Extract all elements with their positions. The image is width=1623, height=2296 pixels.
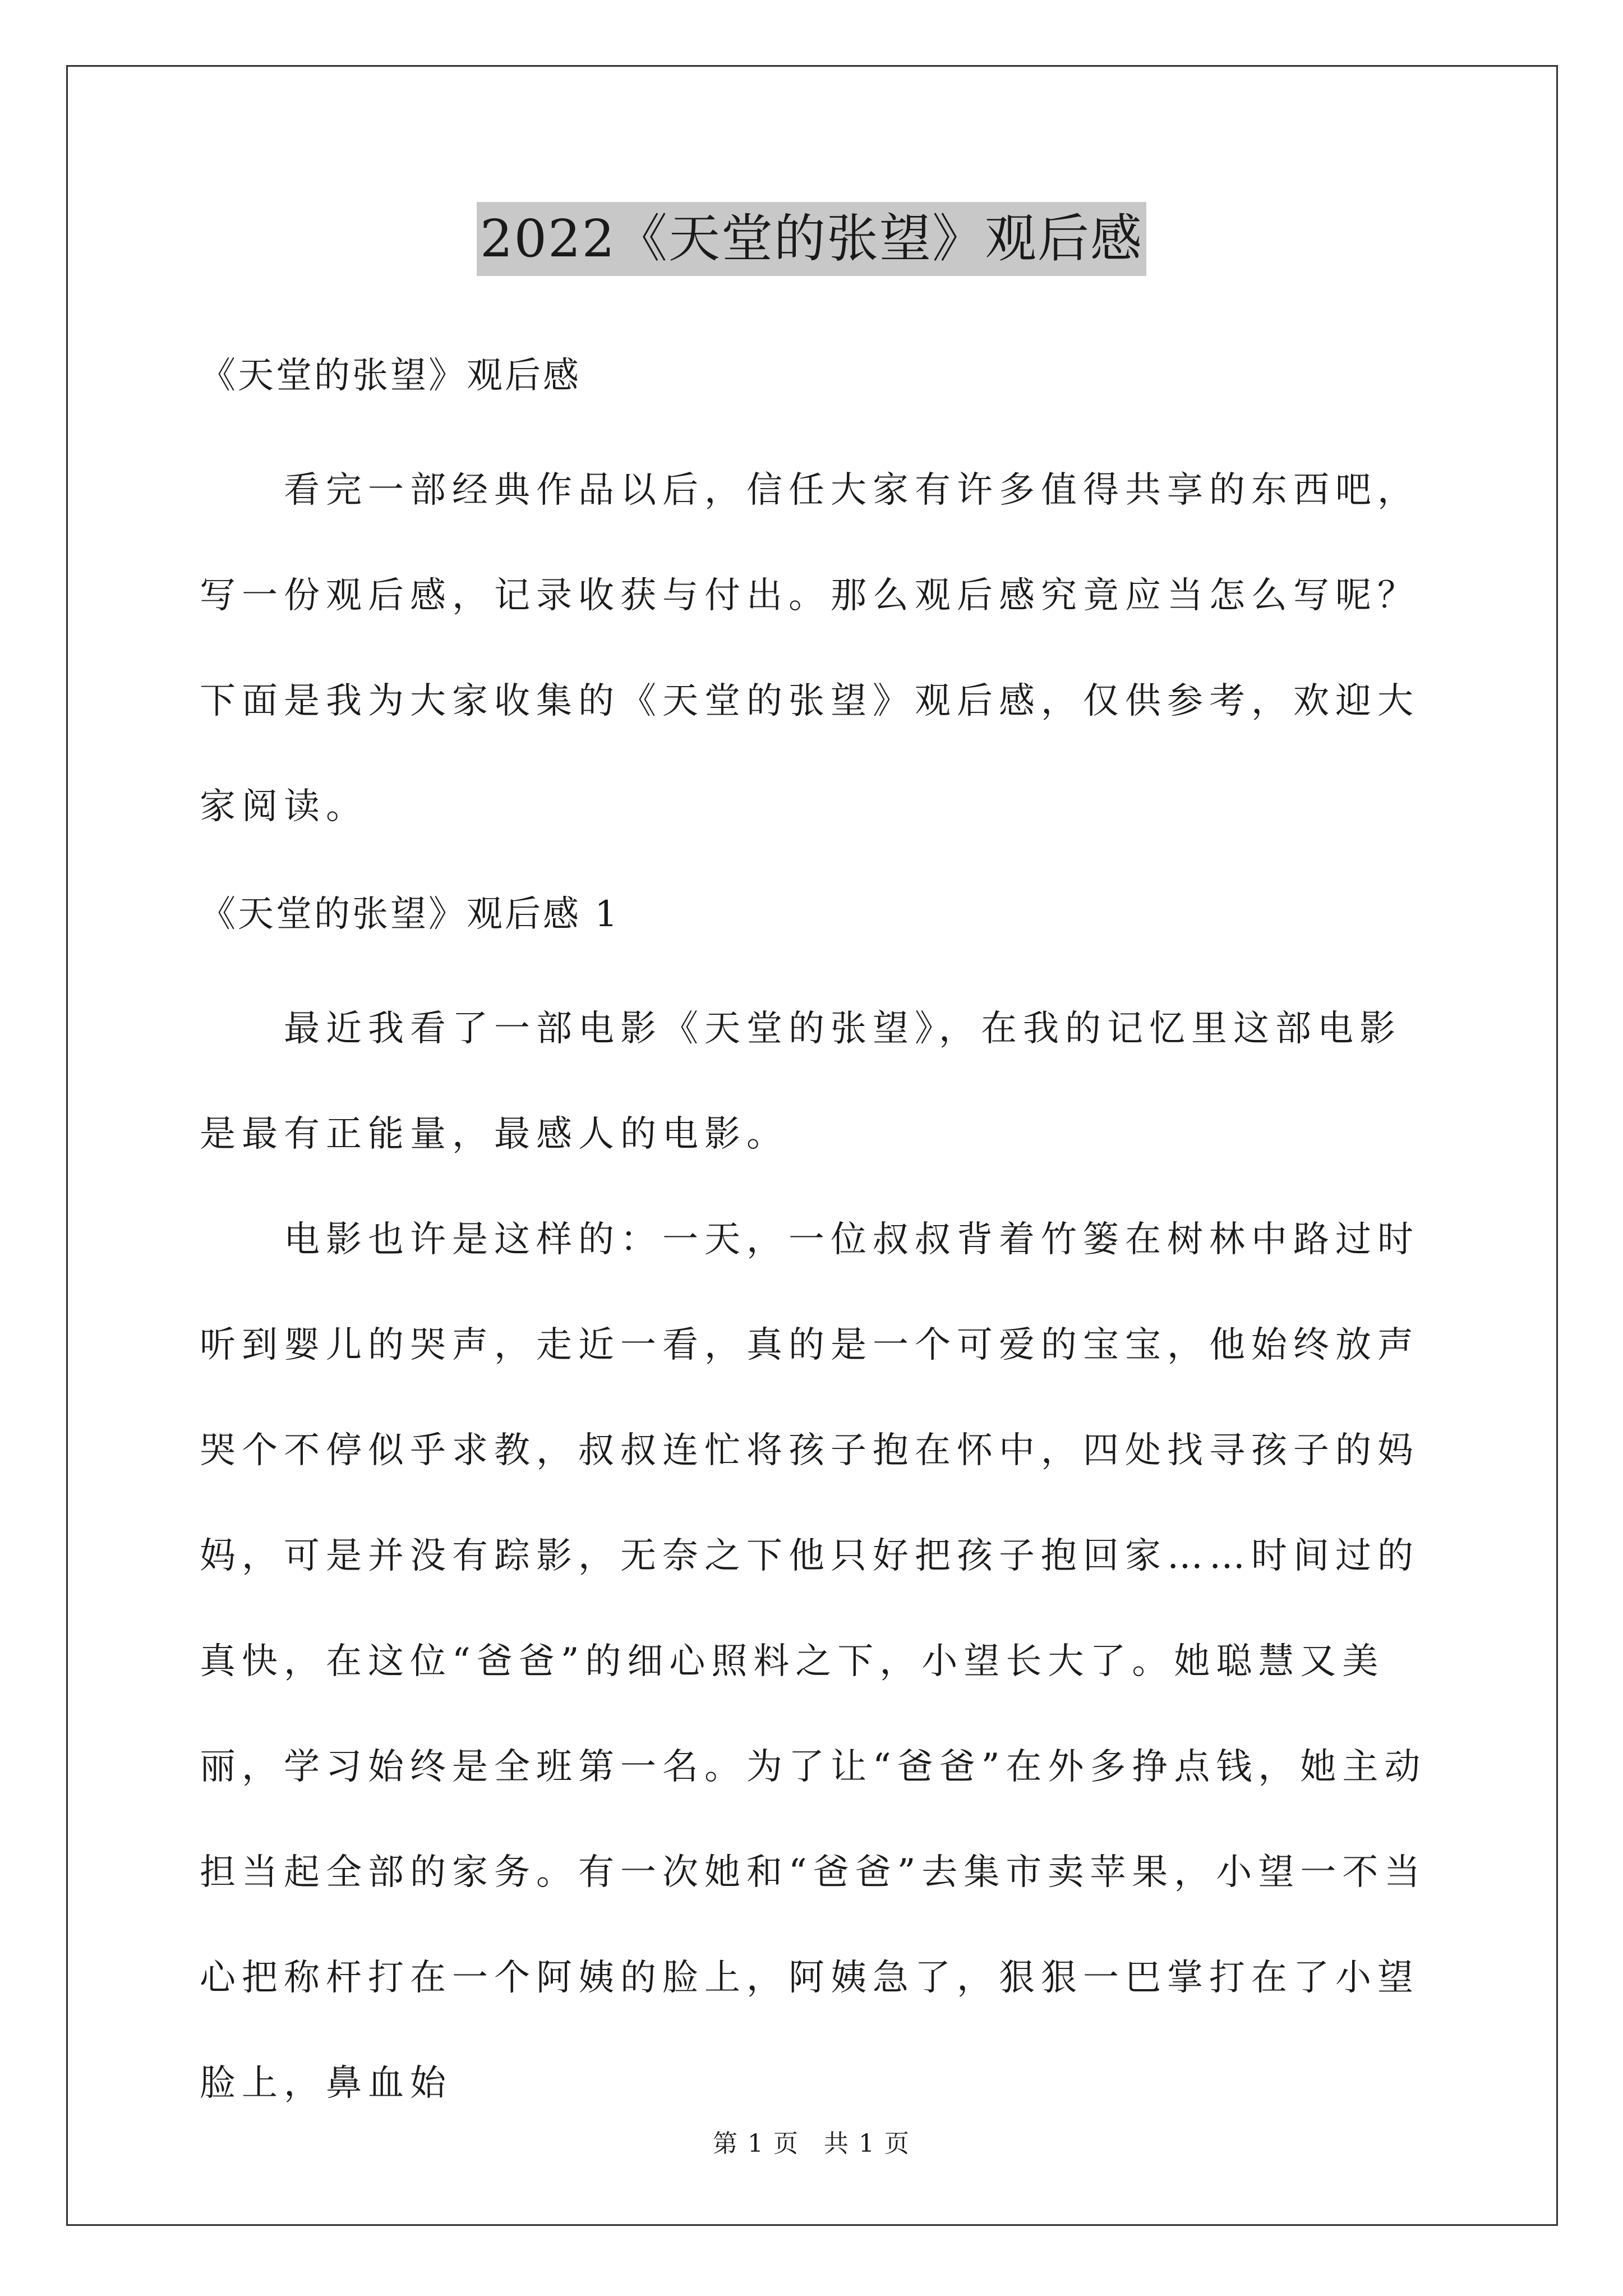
intro-paragraph: 看完一部经典作品以后，信任大家有许多值得共享的东西吧，写一份观后感，记录收获与付出。那么观后感究竟应当怎么写呢？下面是我为大家收集的《天堂的张望》观后感，仅供参考，欢迎大家阅读。 [200,470,1419,827]
intro-block [200,438,1433,859]
section-paragraph-1: 最近我看了一部电影《天堂的张望》，在我的记忆里这部电影是最有正能量，最感人的电影。 [200,1008,1401,1155]
page-number-current: 第 1 页 [713,2129,799,2158]
document-subtitle: 《天堂的张望》观后感 [200,355,581,397]
document-title: 2022《天堂的张望》观后感 [477,202,1146,276]
section-body [200,976,1433,2136]
title-container [0,202,1623,276]
section-paragraph-2: 电影也许是这样的：一天，一位叔叔背着竹篓在树林中路过时听到婴儿的哭声，走近一看，真的是一个可爱的宝宝，他始终放声哭个不停似乎求教，叔叔连忙将孩子抱在怀中，四处找寻孩子的妈妈，可是并没有踪影，无奈之下他只好把孩子抱回家……时间过的真快，在这位“爸爸”的细心照料之下，小望长大了。她聪慧又美丽，学习始终是全班第一名。为了让“爸爸”在外多挣点钱，她主动担当起全部的家务。有一次她和“爸爸”去集市卖苹果，小望一不当心把称杆打在一个阿姨的脸上，阿姨急了，狠狠一巴掌打在了小望脸上，鼻血始 [200,1219,1427,2104]
section-heading: 《天堂的张望》观后感 1 [200,894,620,935]
page-footer [0,2127,1623,2161]
page-number-total: 共 1 页 [824,2129,910,2158]
